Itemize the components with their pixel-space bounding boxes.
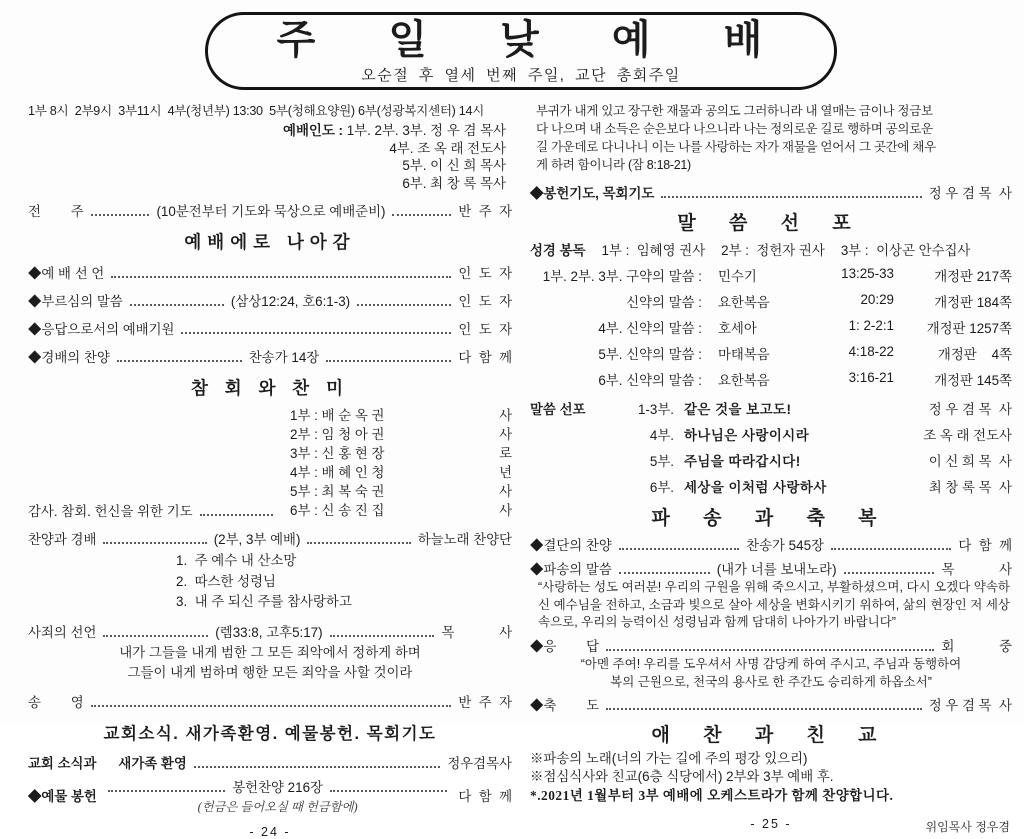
list-item xyxy=(290,425,512,444)
reading-verse: 1: 2-2:1 xyxy=(848,318,894,333)
sermon-part: 4부. xyxy=(649,428,674,443)
sermon-speaker: 정 우 겸 목 사 xyxy=(928,402,1012,417)
dotted-leader xyxy=(307,542,410,544)
dotted-leader xyxy=(661,196,921,198)
dotted-leader xyxy=(103,635,208,637)
reading-part: 5부. 신약의 말씀 : xyxy=(598,347,702,362)
prayer-person: 2부 : 임 청 아 권 xyxy=(290,427,385,442)
verse-line: 그들이 내게 범하며 행한 모든 죄악을 사할 것이라 xyxy=(127,664,413,680)
reading-row xyxy=(530,370,1012,389)
list-item xyxy=(290,501,512,520)
row-assignee: 인 도 자 xyxy=(458,266,512,281)
dotted-leader xyxy=(200,514,273,516)
prayer-label-wrap xyxy=(28,406,290,520)
prayer-person-title: 사 xyxy=(499,503,512,518)
sermon-speaker: 조 옥 래 전도사 xyxy=(923,428,1012,443)
sermon-label: 말씀 선포 xyxy=(530,402,586,417)
penitence-prayer-block xyxy=(28,406,512,520)
row-hymn: 찬송가 14장 xyxy=(248,350,320,365)
page-number-right: - 25 - xyxy=(750,817,792,831)
prayer-person: 4부 : 배 혜 인 청 xyxy=(290,465,385,480)
liturgy-row-invocation xyxy=(28,319,512,338)
dotted-leader xyxy=(91,705,452,707)
row-label: ◆경배의 찬양 xyxy=(28,350,110,365)
prayer-person: 5부 : 최 복 숙 권 xyxy=(290,484,385,499)
reading-page: 개정판 145쪽 xyxy=(934,373,1012,388)
row-label: 교회 소식과 xyxy=(28,755,97,771)
prayer-person-title: 로 xyxy=(499,446,512,461)
liturgy-row-resolution xyxy=(530,535,1012,554)
dotted-leader xyxy=(326,360,451,362)
row-label: ◆결단의 찬양 xyxy=(530,538,612,553)
reading-row xyxy=(530,292,1012,311)
sermon-speaker: 최 창 록 목 사 xyxy=(928,480,1012,495)
dotted-leader xyxy=(103,542,206,544)
prayer-person-title: 년 xyxy=(499,465,512,480)
sermon-part: 5부. xyxy=(649,454,674,469)
liturgy-row-response xyxy=(530,636,1012,655)
dotted-leader xyxy=(619,572,710,574)
row-hymn: 찬송가 545장 xyxy=(746,538,824,553)
row-assignee: 정 우 겸 목 사 xyxy=(928,697,1012,713)
prayer-label: 감사. 참회. 헌신을 위한 기도 xyxy=(28,504,193,519)
right-footer xyxy=(530,817,1012,835)
dotted-leader xyxy=(91,214,150,216)
offering-hymn-line xyxy=(101,777,454,796)
offering-hymn: 봉헌찬양 216장 xyxy=(232,779,323,795)
reading-page: 개정판 217쪽 xyxy=(934,269,1012,284)
section-heading-proclamation: 말 씀 선 포 xyxy=(677,213,865,234)
section-heading-penitence: 참 회 와 찬 미 xyxy=(191,378,349,398)
sermon-block xyxy=(530,399,1012,503)
sermon-title: 주님을 따라갑시다! xyxy=(684,454,801,469)
section-heading-news: 교회소식. 새가족환영. 예물봉헌. 목회기도 xyxy=(103,724,437,743)
prelude-label: 전 주 xyxy=(28,204,84,219)
dotted-leader xyxy=(330,635,435,637)
liturgy-row-benediction xyxy=(530,695,1012,714)
reading-page: 개정판 4쪽 xyxy=(937,347,1012,362)
row-label: ◆응 답 xyxy=(530,638,600,654)
prelude-assignee: 반 주 자 xyxy=(458,204,512,219)
list-item: 3. 내 주 되신 주를 참사랑하고 xyxy=(176,594,352,609)
sending-quote: “사랑하는 성도 여러분! 우리의 구원을 위해 죽으시고, 부활하셨으며, 다시 오겠다 약속하신 예수님을 전하고, 소금과 빛으로 살아 세상을 변화시키기 위하여, 삶의 현장인 저 세상 속으로, 우리의 능력이신 성령님과 함께 담대히 나아가기 바랍니다” xyxy=(538,580,1010,629)
dotted-leader xyxy=(330,790,447,792)
note-line: ※점심식사와 친교(6층 식당에서) 2부와 3부 예배 후. xyxy=(530,769,834,784)
list-item xyxy=(290,482,512,501)
page-title: 주 일 낮 예 배 xyxy=(276,18,766,62)
row-assignee: 회 중 xyxy=(941,638,1012,654)
row-assignee: 인 도 자 xyxy=(458,322,512,337)
reading-page: 개정판 184쪽 xyxy=(934,295,1012,310)
liturgy-row-adoration xyxy=(28,347,512,366)
row-label: ◆예물 봉헌 xyxy=(28,789,97,804)
prayer-person-title: 사 xyxy=(499,427,512,442)
row-reference: (내가 너를 보내노라) xyxy=(716,562,837,577)
worship-leaders xyxy=(28,122,512,192)
reader-3: 3부 : 이상곤 안수집사 xyxy=(840,243,971,258)
reading-part: 4부. 신약의 말씀 : xyxy=(598,321,702,336)
dotted-leader xyxy=(831,548,951,550)
sermon-speaker: 이 신 희 목 사 xyxy=(928,454,1012,469)
left-column xyxy=(28,100,512,839)
reading-book: 민수기 xyxy=(718,269,757,284)
announcement-notes xyxy=(530,750,1012,806)
liturgy-row-offering-prayer xyxy=(530,183,1012,202)
sermon-row xyxy=(622,451,1012,470)
scripture-line: 길 가운데로 다니나니 이는 나를 사랑하는 자가 재물을 얻어서 그 곳간에 채우 xyxy=(536,140,936,154)
quote-line: “아멘 주여! 우리를 도우셔서 사명 감당케 하여 주시고, 주님과 동행하여 xyxy=(580,656,962,671)
row-label: 사죄의 선언 xyxy=(28,624,97,640)
worship-leaders-line xyxy=(28,122,506,140)
prayer-person-title: 사 xyxy=(499,408,512,423)
worship-leader-4: 4부. 조 옥 래 전도사 xyxy=(389,140,506,156)
prelude-note: (10분전부터 기도와 묵상으로 예배준비) xyxy=(156,204,386,219)
liturgy-row-absolution xyxy=(28,622,512,641)
church-news-row xyxy=(28,753,512,772)
worship-leader-1-3: 1부. 2부. 3부. 정 우 겸 목사 xyxy=(346,123,506,138)
absolution-verse xyxy=(28,643,512,683)
reading-part: 신약의 말씀 : xyxy=(626,295,702,310)
row-label: ◆응답으로서의 예배기원 xyxy=(28,322,175,337)
reading-row xyxy=(530,344,1012,363)
reader-2: 2부 : 정헌자 권사 xyxy=(721,243,825,258)
reader-1: 1부 : 임혜영 권사 xyxy=(601,243,706,258)
row-label: ◆예 배 선 언 xyxy=(28,266,105,281)
reading-row xyxy=(530,318,1012,337)
worship-leaders-label: 예배인도 : xyxy=(283,123,347,138)
sermon-part: 6부. xyxy=(649,480,674,495)
sermon-title: 하나님은 사랑이시라 xyxy=(684,428,810,443)
verse-line: 내가 그들을 내게 범한 그 모든 죄악에서 정하게 하며 xyxy=(119,644,421,660)
section-heading-approach: 예배에로 나아감 xyxy=(184,232,356,252)
prayer-assignee-list xyxy=(290,406,512,520)
reading-page: 개정판 1257쪽 xyxy=(926,321,1012,336)
liturgy-row-praise-worship xyxy=(28,529,512,548)
list-item xyxy=(290,406,512,425)
worship-leader-5: 5부. 이 신 희 목사 xyxy=(402,158,506,173)
row-label: ◆봉헌기도, 목회기도 xyxy=(530,186,655,201)
dotted-leader xyxy=(392,214,451,216)
section-heading-sending: 파 송 과 축 복 xyxy=(651,508,891,529)
sermon-row xyxy=(622,399,1012,418)
sermon-title: 같은 것을 보고도! xyxy=(684,402,792,417)
readers-label: 성경 봉독 xyxy=(530,243,586,258)
dotted-leader xyxy=(194,766,441,768)
page-number-left: - 24 - xyxy=(249,824,291,839)
row-assignee: 정 우 겸 목 사 xyxy=(928,186,1012,201)
reading-book: 호세아 xyxy=(718,321,757,336)
row-reference: (렘33:8, 고후5:17) xyxy=(215,624,323,640)
liturgy-row-sending-word xyxy=(530,559,1012,578)
row-assignee: 정우겸목사 xyxy=(447,755,512,771)
senior-pastor-footer: 위임목사 정우겸 xyxy=(925,820,1010,834)
title-box xyxy=(205,12,837,90)
sermon-part: 1-3부. xyxy=(637,402,674,417)
sermon-row xyxy=(622,477,1012,496)
sermon-row xyxy=(622,425,1012,444)
dotted-leader xyxy=(181,332,451,334)
prayer-person-title: 사 xyxy=(499,484,512,499)
dotted-leader xyxy=(111,276,451,278)
reading-verse: 3:16-21 xyxy=(848,370,894,385)
scripture-line: 다 나으며 내 소득은 순은보다 나으니라 나는 정의로운 길로 행하며 공의로운 xyxy=(536,122,933,136)
prelude-row xyxy=(28,201,512,220)
section-heading-fellowship: 애 찬 과 친 교 xyxy=(651,724,891,746)
dotted-leader xyxy=(619,548,739,550)
list-item xyxy=(290,463,512,482)
row-label: 찬양과 경배 xyxy=(28,532,97,547)
offering-middle xyxy=(97,777,458,815)
dotted-leader xyxy=(357,304,451,306)
reading-part: 1부. 2부. 3부. 구약의 말씀 : xyxy=(542,269,702,284)
row-label: ◆파송의 말씀 xyxy=(530,562,612,577)
praise-song-list xyxy=(176,551,512,613)
sermon-title: 세상을 이처럼 사랑하사 xyxy=(684,480,827,495)
quote-line: 복의 근원으로, 천국의 용사로 한 주간도 승리하게 하옵소서” xyxy=(610,674,932,689)
reading-verse: 13:25-33 xyxy=(841,266,894,281)
row-assignee: 반 주 자 xyxy=(458,694,512,710)
dotted-leader xyxy=(606,649,934,651)
reading-verse: 20:29 xyxy=(860,292,894,307)
row-note: (2부, 3부 예배) xyxy=(213,532,301,547)
dotted-leader xyxy=(606,708,922,710)
row-label: ◆축 도 xyxy=(530,697,600,713)
row-label: 송 영 xyxy=(28,694,84,710)
dotted-leader xyxy=(844,572,935,574)
liturgy-row-calling xyxy=(28,291,512,310)
row-assignee: 하늘노래 찬양단 xyxy=(417,532,512,547)
dotted-leader xyxy=(108,790,225,792)
row-assignee: 목 사 xyxy=(441,624,512,640)
list-item xyxy=(290,444,512,463)
sermon-rows xyxy=(622,399,1012,503)
scripture-readers-row xyxy=(530,240,1012,259)
dotted-leader xyxy=(130,304,224,306)
row-assignee: 다 함 께 xyxy=(458,789,512,804)
page-subtitle: 오순절 후 열세 번째 주일, 교단 총회주일 xyxy=(361,67,681,84)
row-reference: (삼상12:24, 호6:1-3) xyxy=(230,294,351,309)
offering-note: (헌금은 들어오실 때 헌금함에) xyxy=(197,799,358,814)
row-label: ◆부르심의 말씀 xyxy=(28,294,123,309)
reading-book: 요한복음 xyxy=(718,373,770,388)
list-item: 1. 주 예수 내 산소망 xyxy=(176,553,297,568)
response-quote xyxy=(530,655,1012,691)
prayer-person: 1부 : 배 순 옥 권 xyxy=(290,408,385,423)
reading-part: 6부. 신약의 말씀 : xyxy=(598,373,702,388)
prayer-person: 6부 : 신 송 진 집 xyxy=(290,503,385,518)
row-sublabel: 새가족 환영 xyxy=(118,755,187,771)
reading-verse: 4:18-22 xyxy=(848,344,894,359)
reading-book: 마태복음 xyxy=(718,347,770,362)
service-times: 1부 8시 2부9시 3부11시 4부(청년부) 13:30 5부(청해요양원) 6부(성광복지센터) 14시 xyxy=(28,104,485,118)
note-line: ※파송의 노래(너의 가는 길에 주의 평강 있으리) xyxy=(530,750,808,766)
row-assignee: 다 함 께 xyxy=(458,350,512,365)
liturgy-row-doxology xyxy=(28,692,512,711)
worship-leader-6: 6부. 최 창 록 목사 xyxy=(402,175,506,191)
dotted-leader xyxy=(117,360,242,362)
scripture-line: 부귀가 내게 있고 장구한 재물과 공의도 그러하니라 내 열매는 금이나 정금보 xyxy=(536,104,933,118)
liturgy-row-declaration xyxy=(28,263,512,282)
scripture-line: 게 하려 함이니라 (잠 8:18-21) xyxy=(536,158,691,172)
row-assignee: 다 함 께 xyxy=(958,538,1013,553)
row-assignee: 목 사 xyxy=(941,562,1012,577)
prayer-person: 3부 : 신 홍 현 장 xyxy=(290,446,385,461)
offering-row xyxy=(28,777,512,815)
right-column xyxy=(530,102,1012,835)
note-line-orchestra: *.2021년 1월부터 3부 예배에 오케스트라가 함께 찬양합니다. xyxy=(530,787,894,803)
reading-row xyxy=(530,266,1012,285)
offertory-scripture xyxy=(530,102,1012,174)
row-assignee: 인 도 자 xyxy=(458,294,512,309)
reading-book: 요한복음 xyxy=(718,295,770,310)
list-item: 2. 따스한 성령님 xyxy=(176,573,276,589)
